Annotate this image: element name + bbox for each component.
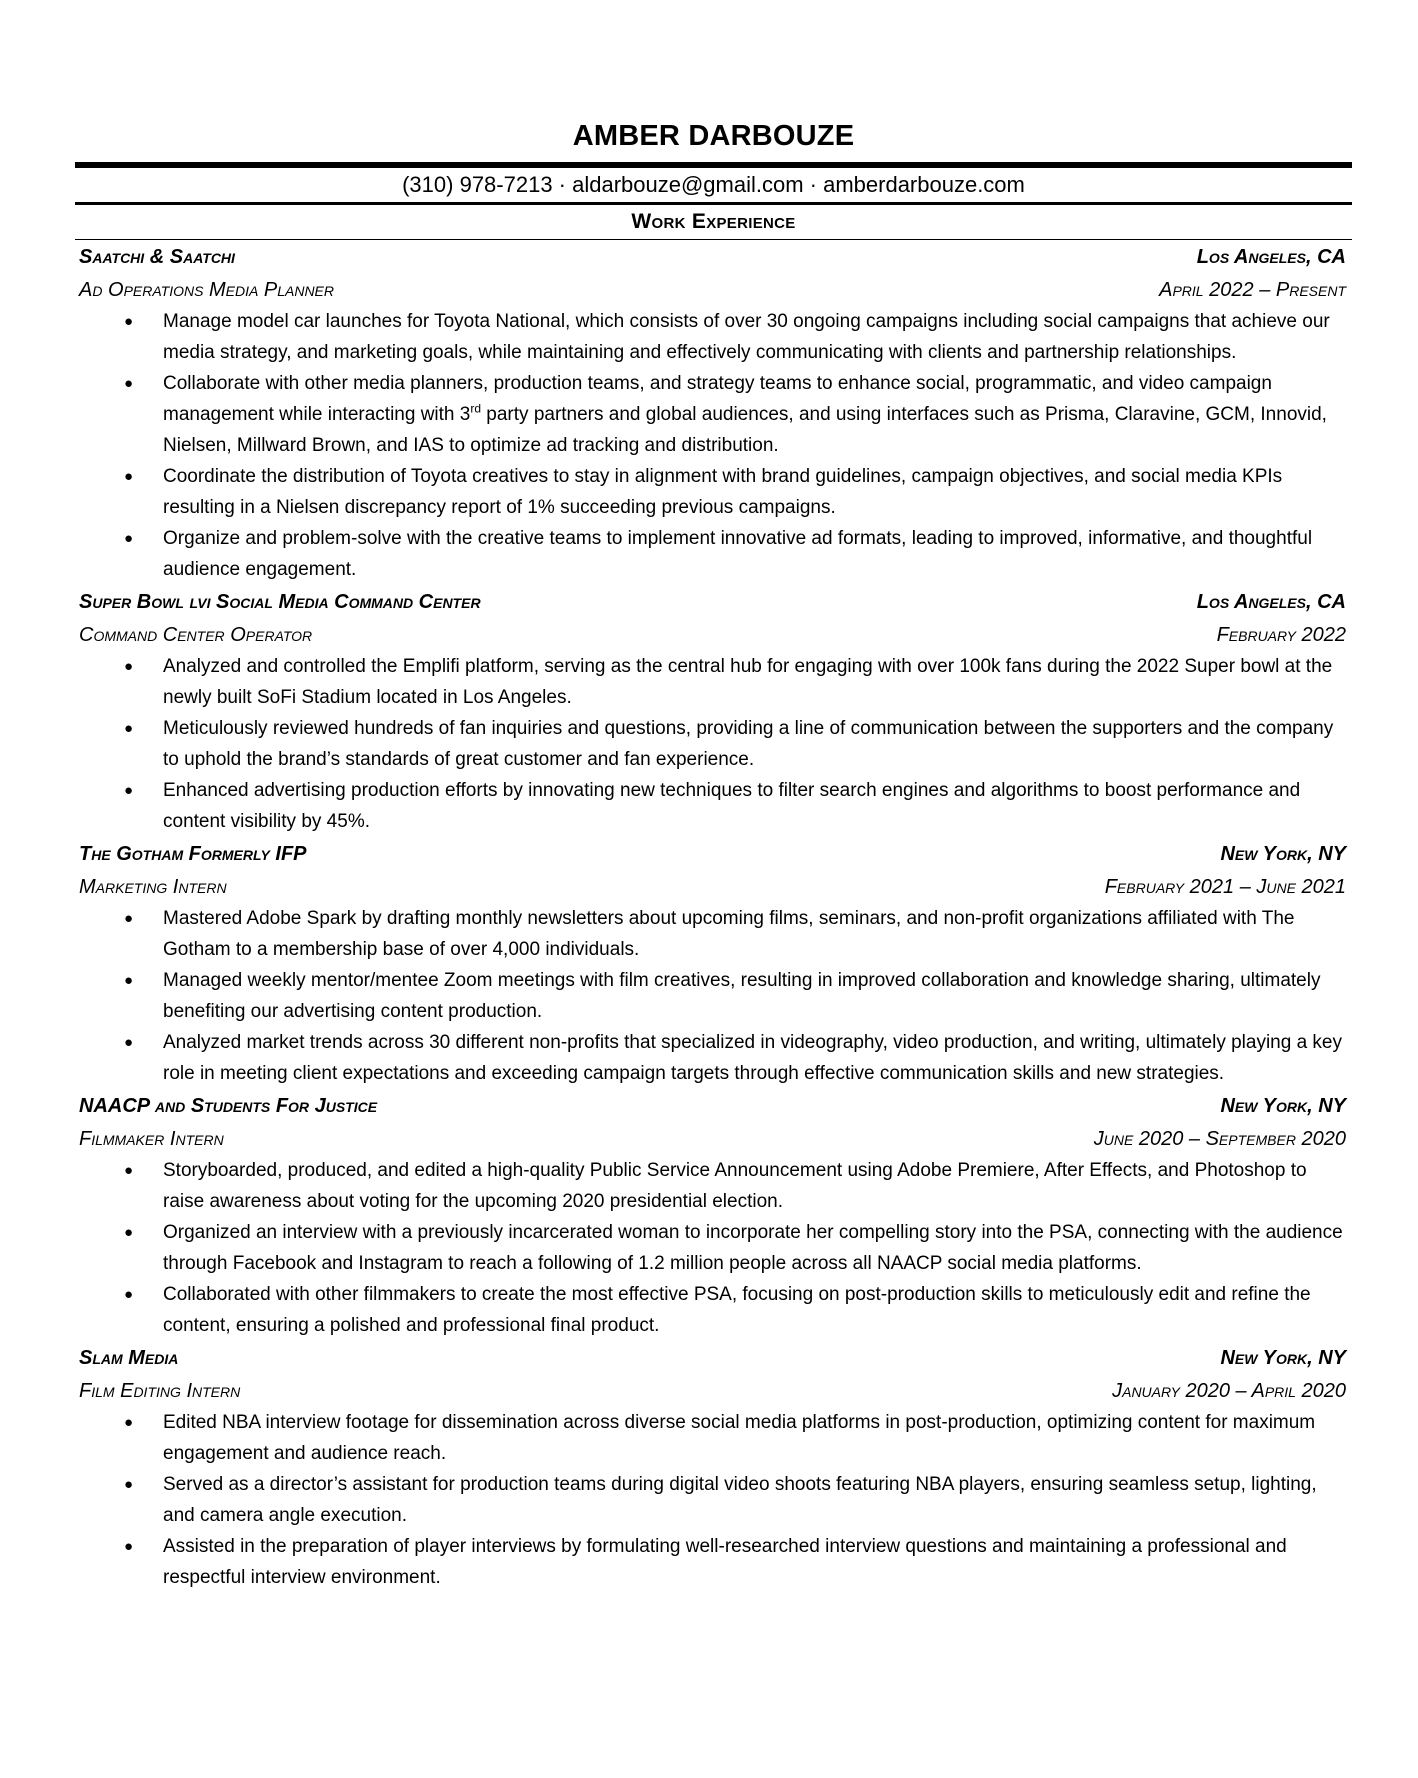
list-item (75, 1217, 1352, 1279)
list-item (75, 1469, 1352, 1531)
bullet-icon (124, 1027, 133, 1058)
list-item (75, 713, 1352, 775)
bullet-text: Analyzed and controlled the Emplifi platform, serving as the central hub for engaging with over 100k fans during the 2022 Super bowl at the newly built SoFi Stadium located in Los Angeles. (163, 656, 1333, 708)
company-name: NAACP and Students For Justice (79, 1095, 378, 1117)
section-title-work-experience: Work Experience (631, 210, 796, 233)
job-role-row (75, 1123, 1352, 1155)
bullet-icon (124, 368, 133, 399)
bullet-icon (124, 1217, 133, 1248)
job-bullet-list (75, 903, 1352, 1089)
job-dates: January 2020 – April 2020 (1112, 1380, 1346, 1402)
job-location: New York, NY (1220, 1347, 1346, 1369)
job-dates: April 2022 – Present (1159, 279, 1346, 301)
job-entry (75, 837, 1352, 1089)
job-entry (75, 1089, 1352, 1341)
job-list (75, 240, 1352, 1593)
bullet-icon (124, 713, 133, 744)
job-title: Filmmaker Intern (79, 1128, 224, 1150)
bullet-text: Assisted in the preparation of player interviews by formulating well-researched interview questions and maintaining a professional and respectful interview environment. (163, 1536, 1287, 1588)
bullet-icon (124, 903, 133, 934)
job-bullet-list (75, 306, 1352, 585)
job-header-row (75, 1341, 1352, 1375)
company-name: Slam Media (79, 1347, 179, 1369)
job-location: Los Angeles, CA (1196, 246, 1346, 268)
bullet-text: Mastered Adobe Spark by drafting monthly newsletters about upcoming films, seminars, and non-profit organizations affiliated with The Gotham to a membership base of over 4,000 individuals. (163, 908, 1295, 960)
list-item (75, 1279, 1352, 1341)
job-header-row (75, 585, 1352, 619)
list-item (75, 461, 1352, 523)
bullet-text: Storyboarded, produced, and edited a high-quality Public Service Announcement using Adobe Premiere, After Effects, and Photoshop to raise awareness about voting for the upcoming 2020 presidential election. (163, 1160, 1307, 1212)
bullet-icon (124, 523, 133, 554)
bullet-icon (124, 1469, 133, 1500)
job-role-row (75, 1375, 1352, 1407)
bullet-text: Collaborated with other filmmakers to create the most effective PSA, focusing on post-production skills to meticulously edit and refine the content, ensuring a polished and professional final product. (163, 1284, 1311, 1336)
bullet-icon (124, 965, 133, 996)
bullet-text: Enhanced advertising production efforts by innovating new techniques to filter search engines and algorithms to boost performance and content visibility by 45%. (163, 780, 1301, 832)
job-title: Film Editing Intern (79, 1380, 241, 1402)
bullet-text: Organize and problem-solve with the creative teams to implement innovative ad formats, leading to improved, informative, and thoughtful audience engagement. (163, 528, 1313, 580)
bullet-text: Edited NBA interview footage for dissemination across diverse social media platforms in post-production, optimizing content for maximum engagement and audience reach. (163, 1412, 1316, 1464)
job-bullet-list (75, 1407, 1352, 1593)
job-bullet-list (75, 651, 1352, 837)
resume-page (75, 118, 1352, 1593)
bullet-text: Manage model car launches for Toyota National, which consists of over 30 ongoing campaigns including social campaigns that achieve our media strategy, and marketing goals, while maintaining and effectively communicating with clients and partnership relationships. (163, 311, 1330, 363)
bullet-icon (124, 1279, 133, 1310)
job-location: New York, NY (1220, 1095, 1346, 1117)
bullet-text: Meticulously reviewed hundreds of fan inquiries and questions, providing a line of communication between the supporters and the company to uphold the brand’s standards of great customer and fan experience. (163, 718, 1334, 770)
list-item (75, 1531, 1352, 1593)
list-item (75, 775, 1352, 837)
contact-line: (310) 978-7213 · aldarbouze@gmail.com · amberdarbouze.com (402, 172, 1025, 197)
job-header-row (75, 240, 1352, 274)
bullet-icon (124, 1407, 133, 1438)
job-header-row (75, 1089, 1352, 1123)
list-item (75, 1407, 1352, 1469)
bullet-text: Analyzed market trends across 30 different non-profits that specialized in videography, video production, and writing, ultimately playing a key role in meeting client expectations and exceeding campaign targets through effective communication skills and new strategies. (163, 1032, 1342, 1084)
job-title: Ad Operations Media Planner (79, 279, 335, 301)
job-header-row (75, 837, 1352, 871)
bullet-text: Managed weekly mentor/mentee Zoom meetings with film creatives, resulting in improved collaboration and knowledge sharing, ultimately benefiting our advertising content production. (163, 970, 1321, 1022)
job-dates: June 2020 – September 2020 (1093, 1128, 1346, 1150)
company-name: Super Bowl lvi Social Media Command Center (79, 591, 481, 613)
bullet-text: Organized an interview with a previously incarcerated woman to incorporate her compelling story into the PSA, connecting with the audience through Facebook and Instagram to reach a following of 1.2 million people across all NAACP social media platforms. (163, 1222, 1343, 1274)
job-role-row (75, 619, 1352, 651)
list-item (75, 965, 1352, 1027)
bullet-icon (124, 461, 133, 492)
job-dates: February 2021 – June 2021 (1104, 876, 1346, 898)
bullet-icon (124, 306, 133, 337)
job-role-row (75, 871, 1352, 903)
bullet-icon (124, 775, 133, 806)
job-bullet-list (75, 1155, 1352, 1341)
job-title: Marketing Intern (79, 876, 227, 898)
company-name: The Gotham Formerly IFP (79, 843, 307, 865)
candidate-name: AMBER DARBOUZE (572, 120, 855, 152)
list-item (75, 306, 1352, 368)
list-item (75, 368, 1352, 461)
list-item (75, 1155, 1352, 1217)
list-item (75, 1027, 1352, 1089)
list-item (75, 523, 1352, 585)
bullet-text: Collaborate with other media planners, production teams, and strategy teams to enhance social, programmatic, and video campaign management while interacting with 3rd party partners and global audiences, and using interfaces such as Prisma, Claravine, GCM, Innovid, Nielsen, Millward Brown, and IAS to optimize ad tracking and distribution. (163, 373, 1327, 456)
bullet-icon (124, 651, 133, 682)
job-entry (75, 585, 1352, 837)
job-title: Command Center Operator (79, 624, 313, 646)
bullet-text: Coordinate the distribution of Toyota creatives to stay in alignment with brand guidelines, campaign objectives, and social media KPIs resulting in a Nielsen discrepancy report of 1% succeeding previous campaigns. (163, 466, 1283, 518)
bullet-icon (124, 1531, 133, 1562)
bullet-icon (124, 1155, 133, 1186)
list-item (75, 903, 1352, 965)
job-entry (75, 240, 1352, 585)
list-item (75, 651, 1352, 713)
job-location: New York, NY (1220, 843, 1346, 865)
job-entry (75, 1341, 1352, 1593)
job-location: Los Angeles, CA (1196, 591, 1346, 613)
job-dates: February 2022 (1216, 624, 1346, 646)
bullet-text: Served as a director’s assistant for production teams during digital video shoots featuring NBA players, ensuring seamless setup, lighting, and camera angle execution. (163, 1474, 1317, 1526)
company-name: Saatchi & Saatchi (79, 246, 235, 268)
job-role-row (75, 274, 1352, 306)
